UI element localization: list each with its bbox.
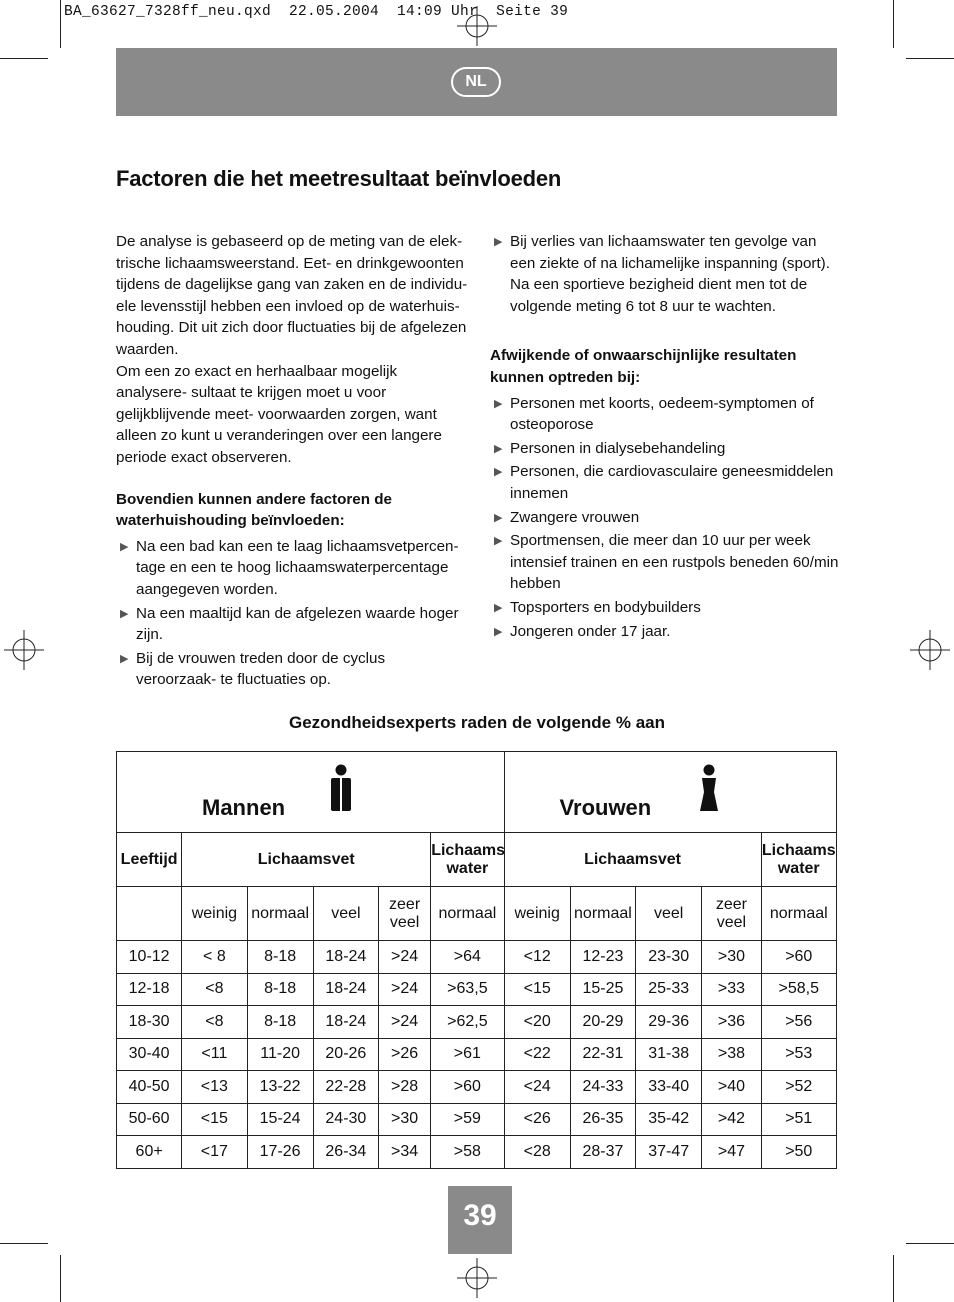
list-item: ▶ Bij de vrouwen treden door de cyclus veroorzaak- te fluctuaties op. [120,649,386,689]
table-cell: 10-12 [117,941,182,974]
col-body-fat: Lichaamsvet [182,833,431,887]
list-item: ▶ Jongeren onder 17 jaar. [490,621,840,643]
table-cell: 33-40 [636,1071,702,1104]
table-cell: 18-30 [117,1006,182,1039]
table-cell: <20 [504,1006,570,1039]
language-badge: NL [451,67,501,97]
arrow-right-icon: ▶ [120,540,129,553]
table-cell: 31-38 [636,1038,702,1071]
page-title: Factoren die het meetresultaat beïnvloeden [116,166,562,191]
table-cell: <26 [504,1103,570,1136]
table-row [117,941,837,974]
table-cell: >47 [702,1136,761,1169]
table-cell: >61 [431,1038,504,1071]
table-row [117,1071,837,1104]
table-row [117,1006,837,1039]
section-heading: Afwijkende of onwaarschijnlijke resultaten kunnen optreden bij: [490,347,797,386]
table-cell: >62,5 [431,1006,504,1039]
man-icon [330,764,352,812]
table-cell: 13-22 [247,1071,313,1104]
registration-mark-icon [910,630,950,670]
table-cell: >50 [761,1136,836,1169]
arrow-right-icon: ▶ [494,601,503,614]
arrow-right-icon: ▶ [494,397,503,410]
sub-very-high: zeer veel [702,887,761,941]
sub-normal: normaal [761,887,836,941]
table-row [117,1038,837,1071]
table-cell: >36 [702,1006,761,1039]
table-cell: 29-36 [636,1006,702,1039]
table-cell: >60 [761,941,836,974]
table-cell: >40 [702,1071,761,1104]
table-cell: >52 [761,1071,836,1104]
table-cell: >33 [702,973,761,1006]
crop-mark [60,0,61,48]
table-cell: 22-31 [570,1038,635,1071]
table-cell: 15-25 [570,973,635,1006]
crop-mark [0,58,48,59]
table-cell: >24 [379,973,431,1006]
table-cell: >56 [761,1006,836,1039]
body-composition-table [116,751,837,1169]
table-cell: >24 [379,941,431,974]
bullet-list [490,393,840,643]
right-column [490,231,840,644]
table-cell: <22 [504,1038,570,1071]
sub-low: weinig [504,887,570,941]
table-body [117,941,837,1169]
table-cell: >59 [431,1103,504,1136]
col-age: Leeftijd [117,833,182,887]
col-body-water: Lichaams water [761,833,836,887]
crop-mark [60,1255,61,1302]
table-cell: 20-26 [313,1038,378,1071]
arrow-right-icon: ▶ [494,442,503,455]
list-item: ▶ Na een maaltijd kan de afgelezen waarde hoger zijn. [120,604,459,644]
table-cell: <24 [504,1071,570,1104]
table-cell: 8-18 [247,1006,313,1039]
table-cell: 25-33 [636,973,702,1006]
list-item: ▶ Sportmensen, die meer dan 10 uur per week intensief trainen en een rustpols beneden 60/min hebben [494,532,839,593]
table-cell: < 8 [182,941,247,974]
table-cell: >51 [761,1103,836,1136]
table-cell: 22-28 [313,1071,378,1104]
table-heading: Gezondheidsexperts raden de volgende % aan [289,713,665,732]
table-cell: >30 [379,1103,431,1136]
list-item: ▶ Personen, die cardiovasculaire geneesmiddelen innemen [494,463,834,502]
sub-normal: normaal [570,887,635,941]
table-cell: >24 [379,1006,431,1039]
list-item: ▶ Personen in dialysebehandeling [490,438,840,460]
women-header [504,752,836,833]
bullet-list [116,536,468,691]
crop-mark [893,1255,894,1302]
sub-normal: normaal [247,887,313,941]
table-cell: >42 [702,1103,761,1136]
table-cell: >64 [431,941,504,974]
table-cell: 11-20 [247,1038,313,1071]
table-cell: 28-37 [570,1136,635,1169]
sub-low: weinig [182,887,247,941]
list-item: ▶ Zwangere vrouwen [490,507,840,529]
crop-mark [906,1243,954,1244]
table-cell: >28 [379,1071,431,1104]
table-cell: 30-40 [117,1038,182,1071]
table-cell: >38 [702,1038,761,1071]
table-cell: >30 [702,941,761,974]
empty-cell [117,887,182,941]
table-cell: 26-35 [570,1103,635,1136]
women-label: Vrouwen [559,795,652,820]
table-cell: <17 [182,1136,247,1169]
table-cell: 8-18 [247,973,313,1006]
body-paragraph: Om een zo exact en herhaalbaar mogelijk analysere- sultaat te krijgen moet u voor gelijkblijvende meet- voorwaarden zorgen, want alleen zo kunt u veranderingen over een langere periode exact observeren. [116,362,442,466]
table-cell: 24-30 [313,1103,378,1136]
crop-mark [906,58,954,59]
table-cell: 12-18 [117,973,182,1006]
bullet-list [490,231,840,317]
table-cell: 37-47 [636,1136,702,1169]
table-cell: <11 [182,1038,247,1071]
arrow-right-icon: ▶ [494,511,503,524]
arrow-right-icon: ▶ [494,236,503,248]
list-item: ▶ Topsporters en bodybuilders [490,597,840,619]
arrow-right-icon: ▶ [494,535,503,548]
table-cell: 18-24 [313,941,378,974]
body-paragraph: De analyse is gebaseerd op de meting van de elek- trische lichaamsweerstand. Eet- en drinkgewoonten tijdens de dagelijkse gang van zaken en de individu- ele levensstijl hebben een invloed op de waterhuis- houding. Dit uit zich door fluctuaties bij de afgelezen waarden. [116,233,468,358]
table-cell: 8-18 [247,941,313,974]
print-slug: BA_63627_7328ff_neu.qxd 22.05.2004 14:09 Uhr Seite 39 [64,4,569,20]
table-cell: <15 [504,973,570,1006]
table-cell: 35-42 [636,1103,702,1136]
list-item: ▶ Bij verlies van lichaamswater ten gevolge van een ziekte of na lichamelijke inspanning (sport). Na een sportieve bezigheid dient men tot de volgende meting 6 tot 8 uur te wachten. [494,233,830,315]
table-cell: 60+ [117,1136,182,1169]
table-cell: >26 [379,1038,431,1071]
list-item: ▶ Na een bad kan een te laag lichaamsvetpercen- tage en een te hoog lichaamswaterpercentage aangegeven worden. [120,537,459,598]
section-heading: Bovendien kunnen andere factoren de waterhuishouding beïnvloeden: [116,490,392,530]
sub-high: veel [636,887,702,941]
page-number: 39 [448,1186,512,1254]
table-cell: 24-33 [570,1071,635,1104]
arrow-right-icon: ▶ [494,466,503,479]
men-label: Mannen [202,795,286,820]
table-cell: 23-30 [636,941,702,974]
table-cell: <8 [182,1006,247,1039]
table-cell: >58 [431,1136,504,1169]
registration-mark-icon [457,6,497,46]
left-column [116,231,468,693]
sub-very-high: zeer veel [379,887,431,941]
list-item: ▶ Personen met koorts, oedeem-symptomen of osteoporose [494,394,814,434]
table-cell: 12-23 [570,941,635,974]
arrow-right-icon: ▶ [120,607,129,620]
table-cell: 50-60 [117,1103,182,1136]
table-cell: 18-24 [313,1006,378,1039]
table-cell: 15-24 [247,1103,313,1136]
table-cell: <8 [182,973,247,1006]
table-cell: >34 [379,1136,431,1169]
table-cell: 26-34 [313,1136,378,1169]
table-cell: 40-50 [117,1071,182,1104]
table-row [117,973,837,1006]
table-cell: <13 [182,1071,247,1104]
table-cell: >58,5 [761,973,836,1006]
table-row [117,1103,837,1136]
registration-mark-icon [4,630,44,670]
table-cell: <12 [504,941,570,974]
table-cell: 20-29 [570,1006,635,1039]
woman-icon [698,764,720,812]
table-cell: >53 [761,1038,836,1071]
col-body-fat: Lichaamsvet [504,833,761,887]
sub-high: veel [313,887,378,941]
arrow-right-icon: ▶ [494,625,503,638]
men-header [117,752,505,833]
table-cell: 18-24 [313,973,378,1006]
arrow-right-icon: ▶ [120,652,129,665]
col-body-water: Lichaams water [431,833,504,887]
table-cell: <15 [182,1103,247,1136]
table-cell: 17-26 [247,1136,313,1169]
table-row [117,1136,837,1169]
table-cell: >63,5 [431,973,504,1006]
registration-mark-icon [457,1258,497,1298]
table-cell: <28 [504,1136,570,1169]
table-cell: >60 [431,1071,504,1104]
sub-normal: normaal [431,887,504,941]
crop-mark [0,1243,48,1244]
crop-mark [893,0,894,48]
